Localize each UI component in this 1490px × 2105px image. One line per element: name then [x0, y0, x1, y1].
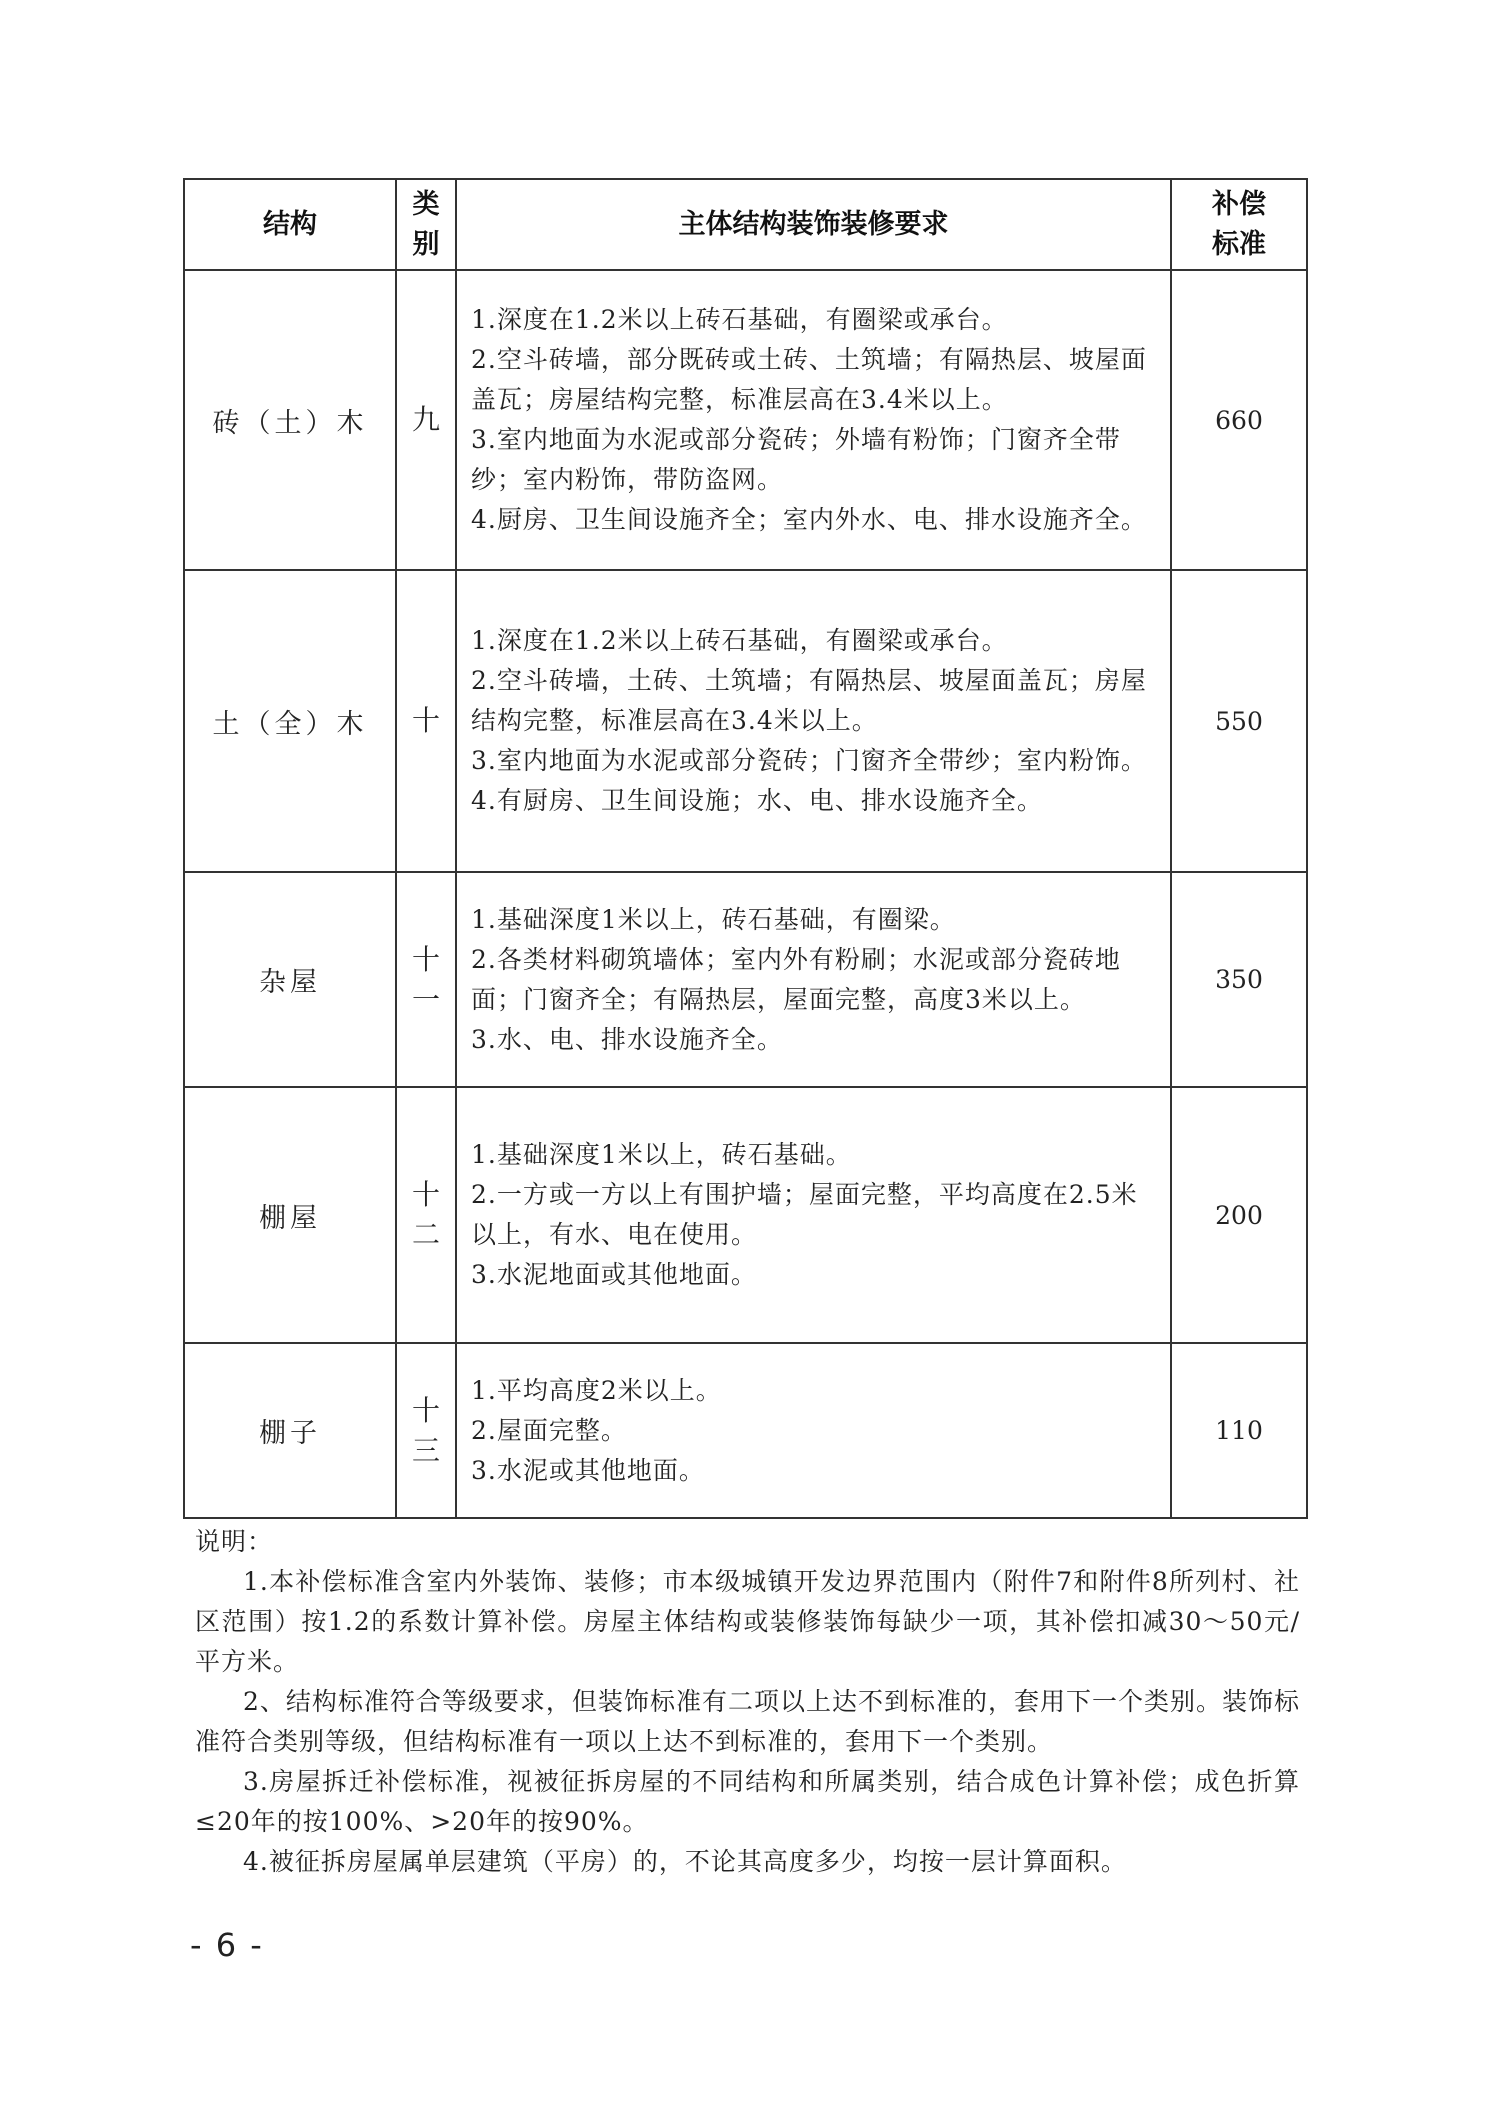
requirements-cell: [456, 270, 1171, 570]
requirement-item: 1.基础深度1米以上，砖石基础，有圈梁。: [471, 904, 956, 934]
standard-cell: 110: [1171, 1343, 1307, 1518]
requirement-item: 3.室内地面为水泥或部分瓷砖；门窗齐全带纱；室内粉饰。: [471, 746, 1147, 775]
category-char: 九: [411, 403, 440, 436]
category-cell: [396, 270, 456, 570]
category-cell: [396, 1343, 456, 1518]
category-cell: [396, 872, 456, 1087]
note-item: 2、结构标准符合等级要求，但装饰标准有二项以上达不到标准的，套用下一个类别。装饰标准符合类别等级，但结构标准有一项以上达不到标准的，套用下一个类别。: [195, 1687, 1300, 1756]
standard-cell: 200: [1171, 1087, 1307, 1343]
category-char: 十: [411, 1178, 440, 1211]
requirement-item: 2.一方或一方以上有围护墙；屋面完整，平均高度在2.5米以上，有水、电在使用。: [471, 1180, 1138, 1249]
table-row: [184, 1343, 1307, 1518]
header-standard-line: 标准: [1212, 228, 1266, 260]
page-number: - 6 -: [190, 1926, 264, 1964]
category-char: 三: [411, 1433, 440, 1467]
note-item: 3.房屋拆迁补偿标准，视被征拆房屋的不同结构和所属类别，结合成色计算补偿；成色折算≤20年的按100%、>20年的按90%。: [195, 1767, 1300, 1836]
standard-cell: 660: [1171, 270, 1307, 570]
requirement-item: 1.平均高度2米以上。: [471, 1375, 722, 1405]
requirement-item: 1.深度在1.2米以上砖石基础，有圈梁或承台。: [471, 626, 1008, 655]
requirement-item: 3.水泥地面或其他地面。: [471, 1260, 757, 1289]
header-standard-line: 补偿: [1212, 188, 1266, 220]
structure-cell: 砖（土）木: [184, 270, 396, 570]
header-category-line: 别: [412, 228, 440, 260]
category-char: 二: [411, 1218, 440, 1251]
table-row: [184, 570, 1307, 872]
requirement-item: 1.深度在1.2米以上砖石基础，有圈梁或承台。: [471, 305, 1008, 334]
requirements-cell: [456, 1087, 1171, 1343]
requirements-cell: [456, 1343, 1171, 1518]
header-structure: 结构: [184, 179, 396, 270]
table-row: [184, 270, 1307, 570]
category-char: 十: [411, 942, 440, 976]
category-char: 十: [411, 1393, 440, 1427]
requirement-item: 3.水、电、排水设施齐全。: [471, 1024, 783, 1054]
category-cell: [396, 570, 456, 872]
header-standard: [1171, 179, 1307, 270]
requirements-cell: [456, 570, 1171, 872]
requirement-item: 4.厨房、卫生间设施齐全；室内外水、电、排水设施齐全。: [471, 505, 1147, 534]
requirement-item: 3.水泥或其他地面。: [471, 1455, 705, 1485]
requirements-cell: [456, 872, 1171, 1087]
requirement-item: 2.空斗砖墙，部分既砖或土砖、土筑墙；有隔热层、坡屋面盖瓦；房屋结构完整，标准层高在3.4米以上。: [471, 345, 1147, 414]
standard-cell: 350: [1171, 872, 1307, 1087]
standard-cell: 550: [1171, 570, 1307, 872]
notes-section: [195, 1522, 1300, 1882]
note-item: 1.本补偿标准含室内外装饰、装修；市本级城镇开发边界范围内（附件7和附件8所列村、社区范围）按1.2的系数计算补偿。房屋主体结构或装修装饰每缺少一项，其补偿扣减30～50元/平方米。: [195, 1567, 1300, 1676]
structure-cell: 棚屋: [184, 1087, 396, 1343]
table-row: [184, 872, 1307, 1087]
category-char: 十: [411, 704, 440, 737]
table-row: [184, 1087, 1307, 1343]
header-category: [396, 179, 456, 270]
requirement-item: 2.屋面完整。: [471, 1415, 627, 1445]
structure-cell: 棚子: [184, 1343, 396, 1518]
requirement-item: 3.室内地面为水泥或部分瓷砖；外墙有粉饰；门窗齐全带纱；室内粉饰，带防盗网。: [471, 425, 1121, 494]
requirement-item: 2.各类材料砌筑墙体；室内外有粉刷；水泥或部分瓷砖地面；门窗齐全；有隔热层，屋面完整，高度3米以上。: [471, 944, 1121, 1014]
category-cell: [396, 1087, 456, 1343]
compensation-table: [183, 178, 1308, 1519]
requirement-item: 4.有厨房、卫生间设施；水、电、排水设施齐全。: [471, 786, 1043, 815]
requirement-item: 2.空斗砖墙，土砖、土筑墙；有隔热层、坡屋面盖瓦；房屋结构完整，标准层高在3.4米以上。: [471, 666, 1147, 735]
note-item: 4.被征拆房屋属单层建筑（平房）的，不论其高度多少，均按一层计算面积。: [243, 1847, 1127, 1876]
category-char: 一: [411, 982, 440, 1016]
requirement-item: 1.基础深度1米以上，砖石基础。: [471, 1140, 852, 1169]
header-category-line: 类: [412, 188, 440, 220]
structure-cell: 杂屋: [184, 872, 396, 1087]
table-header-row: [184, 179, 1307, 270]
notes-label: 说明：: [195, 1527, 274, 1556]
header-requirements: 主体结构装饰装修要求: [456, 179, 1171, 270]
structure-cell: 土（全）木: [184, 570, 396, 872]
